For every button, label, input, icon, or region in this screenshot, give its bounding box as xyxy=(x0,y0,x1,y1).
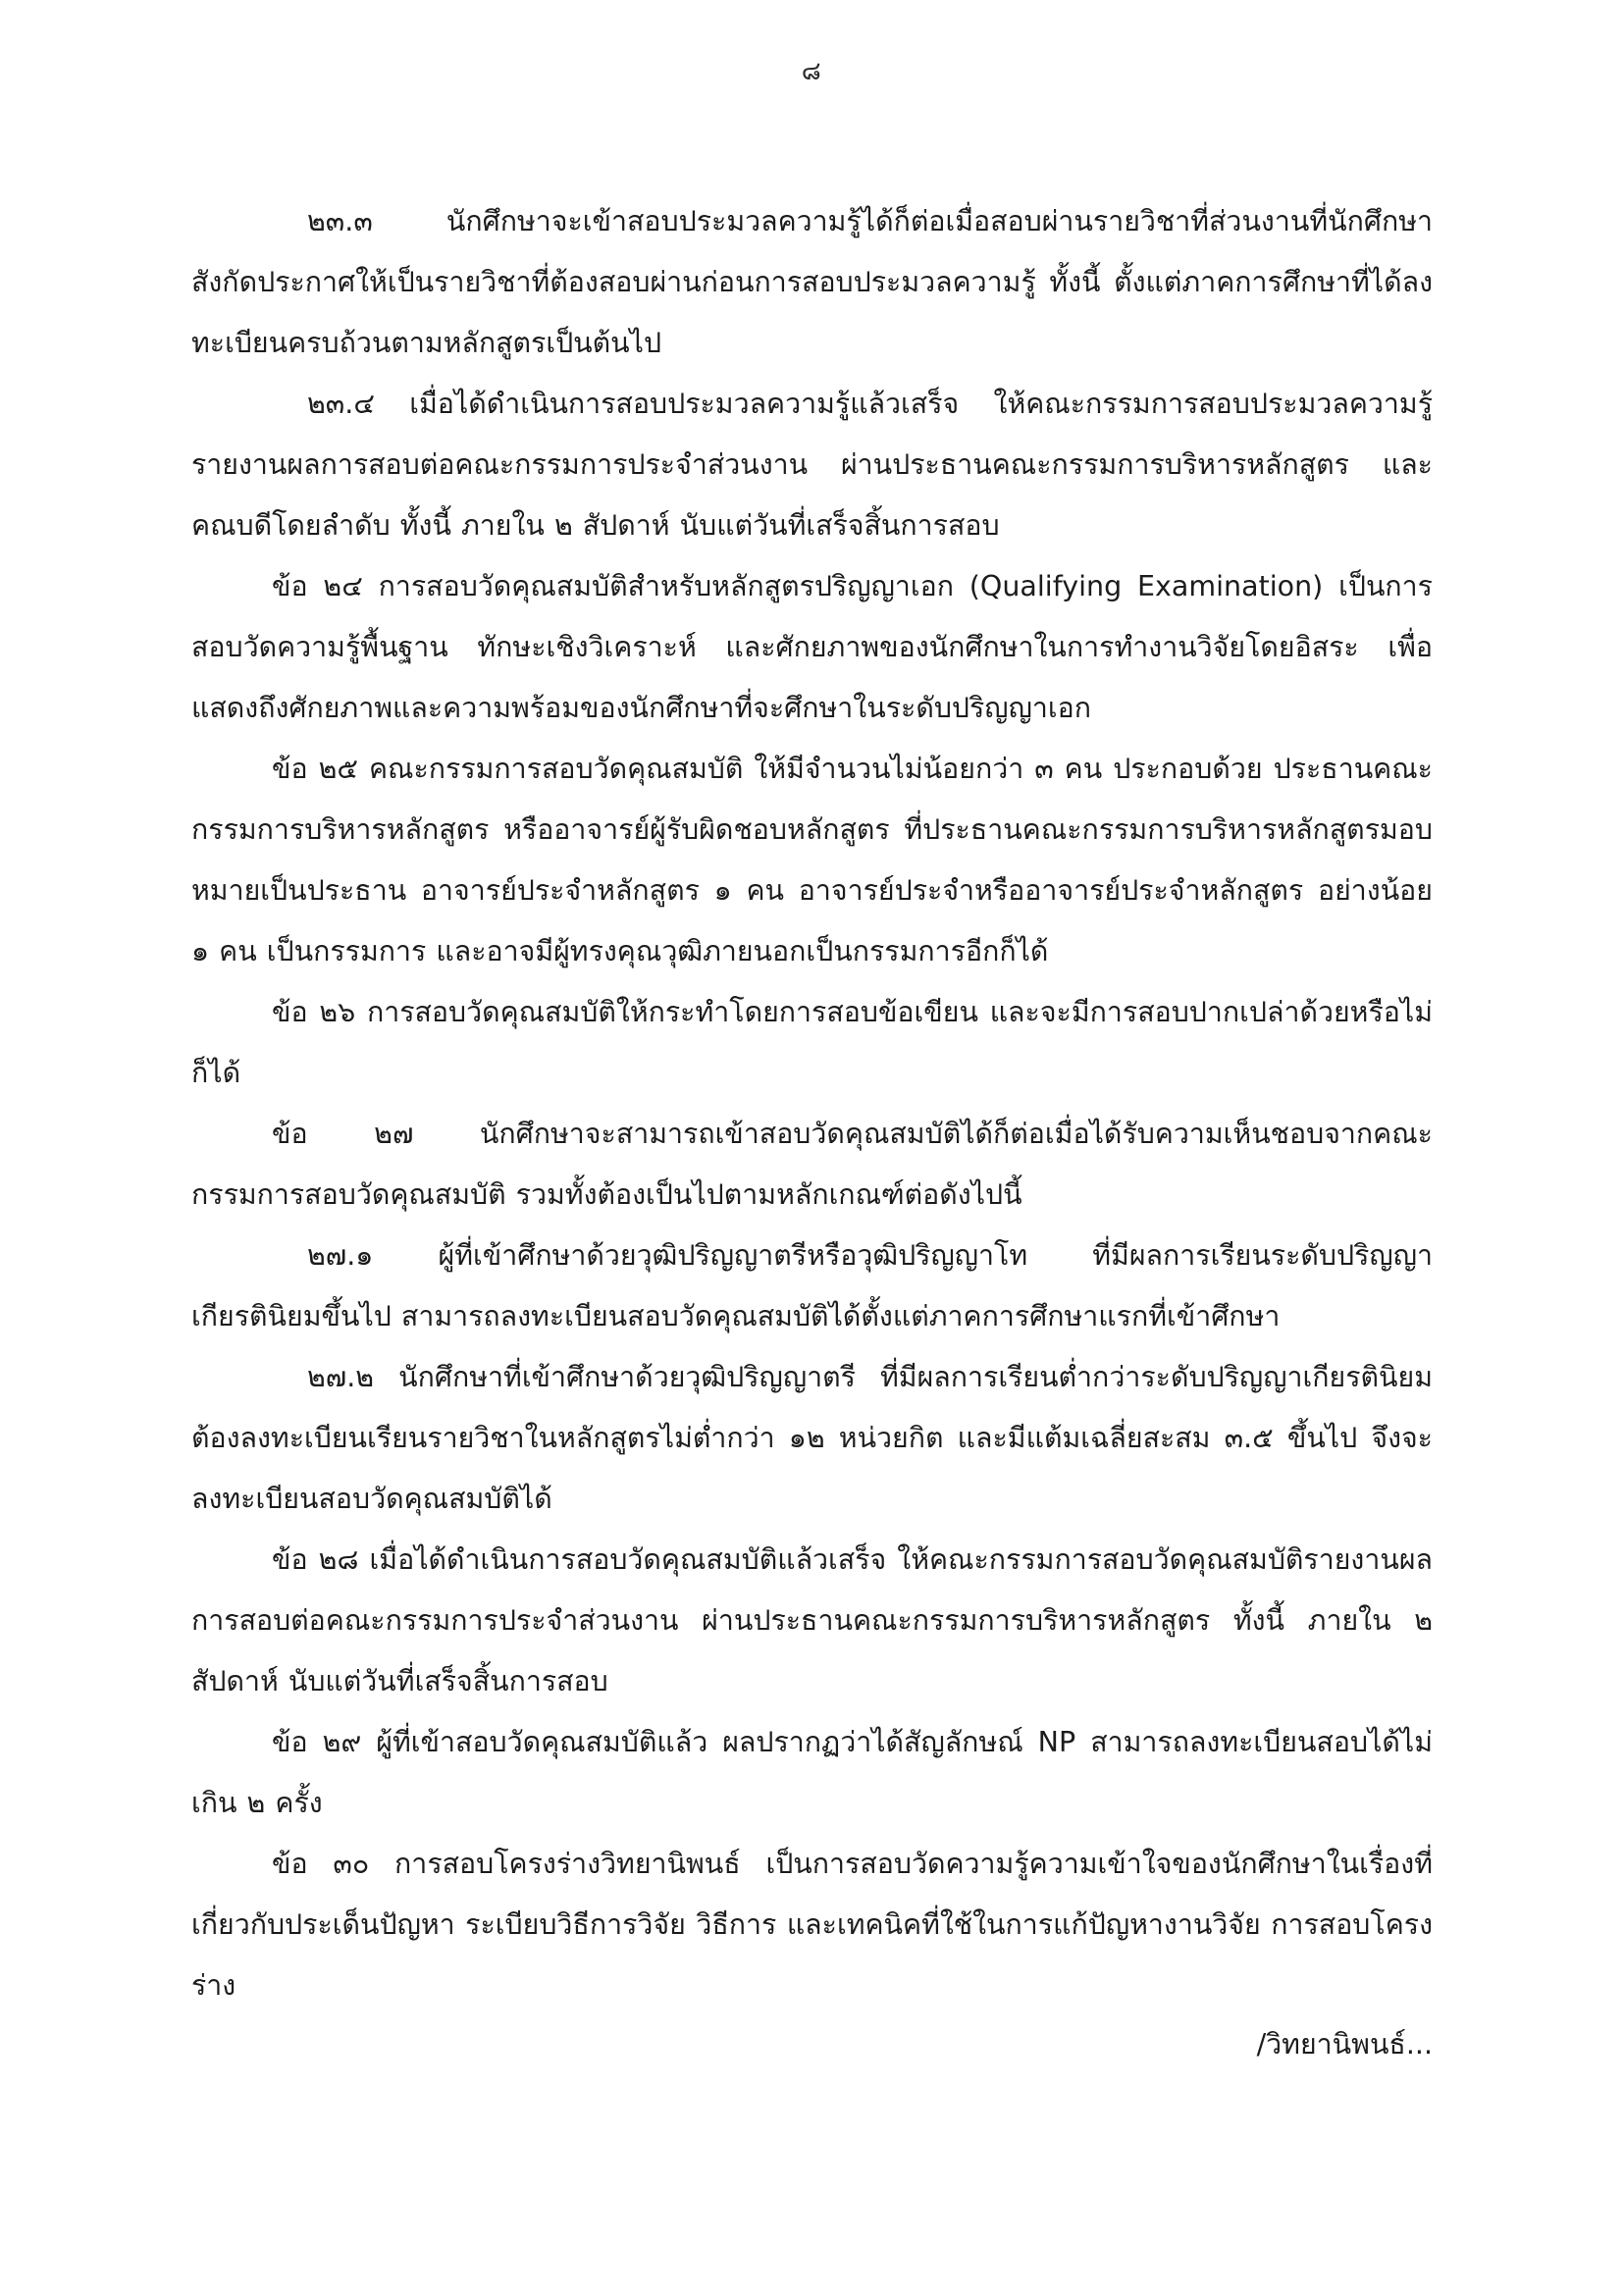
paragraph-clause-24: ข้อ ๒๔ การสอบวัดคุณสมบัติสำหรับหลักสูตรปริญญาเอก (Qualifying Examination) เป็นการสอบวัดความรู้พื้นฐาน ทักษะเชิงวิเคราะห์ และศักยภาพของนักศึกษาในการทำงานวิจัยโดยอิสระ เพื่อแสดงถึงศักยภาพและความพร้อมของนักศึกษาที่จะศึกษาในระดับปริญญาเอก xyxy=(191,570,1433,724)
footer-continuation-note: /วิทยานิพนธ์... xyxy=(1256,2028,1433,2061)
paragraph-clause-26: ข้อ ๒๖ การสอบวัดคุณสมบัติให้กระทำโดยการสอบข้อเขียน และจะมีการสอบปากเปล่าด้วยหรือไม่ก็ได้ xyxy=(191,996,1433,1089)
page-number: ๘ xyxy=(801,57,822,86)
paragraph-clause-30: ข้อ ๓๐ การสอบโครงร่างวิทยานิพนธ์ เป็นการสอบวัดความรู้ความเข้าใจของนักศึกษาในเรื่องที่เกี่ยวกับประเด็นปัญหา ระเบียบวิธีการวิจัย วิธีการ และเทคนิคที่ใช้ในการแก้ปัญหางานวิจัย การสอบโครงร่าง xyxy=(191,1848,1433,2002)
paragraph-clause-27-2: ๒๗.๒ นักศึกษาที่เข้าศึกษาด้วยวุฒิปริญญาตรี ที่มีผลการเรียนต่ำกว่าระดับปริญญาเกียรตินิยม ต้องลงทะเบียนเรียนรายวิชาในหลักสูตรไม่ต่ำกว่า ๑๒ หน่วยกิต และมีแต้มเฉลี่ยสะสม ๓.๕ ขึ้นไป จึงจะลงทะเบียนสอบวัดคุณสมบัติได้ xyxy=(191,1361,1433,1515)
paragraph-clause-23-3: ๒๓.๓ นักศึกษาจะเข้าสอบประมวลความรู้ได้ก็ต่อเมื่อสอบผ่านรายวิชาที่ส่วนงานที่นักศึกษาสังกัดประกาศให้เป็นรายวิชาที่ต้องสอบผ่านก่อนการสอบประมวลความรู้ ทั้งนี้ ตั้งแต่ภาคการศึกษาที่ได้ลงทะเบียนครบถ้วนตามหลักสูตรเป็นต้นไป xyxy=(191,205,1433,359)
paragraph-clause-23-4: ๒๓.๔ เมื่อได้ดำเนินการสอบประมวลความรู้แล้วเสร็จ ให้คณะกรรมการสอบประมวลความรู้รายงานผลการสอบต่อคณะกรรมการประจำส่วนงาน ผ่านประธานคณะกรรมการบริหารหลักสูตร และคณบดีโดยลำดับ ทั้งนี้ ภายใน ๒ สัปดาห์ นับแต่วันที่เสร็จสิ้นการสอบ xyxy=(191,388,1433,542)
paragraph-clause-29: ข้อ ๒๙ ผู้ที่เข้าสอบวัดคุณสมบัติแล้ว ผลปรากฏว่าได้สัญลักษณ์ NP สามารถลงทะเบียนสอบได้ไม่เกิน ๒ ครั้ง xyxy=(191,1726,1433,1819)
paragraph-clause-25: ข้อ ๒๕ คณะกรรมการสอบวัดคุณสมบัติ ให้มีจำนวนไม่น้อยกว่า ๓ คน ประกอบด้วย ประธานคณะกรรมการบริหารหลักสูตร หรืออาจารย์ผู้รับผิดชอบหลักสูตร ที่ประธานคณะกรรมการบริหารหลักสูตรมอบหมายเป็นประธาน อาจารย์ประจำหลักสูตร ๑ คน อาจารย์ประจำหรืออาจารย์ประจำหลักสูตร อย่างน้อย ๑ คน เป็นกรรมการ และอาจมีผู้ทรงคุณวุฒิภายนอกเป็นกรรมการอีกก็ได้ xyxy=(191,753,1433,967)
paragraph-clause-27-1: ๒๗.๑ ผู้ที่เข้าศึกษาด้วยวุฒิปริญญาตรีหรือวุฒิปริญญาโท ที่มีผลการเรียนระดับปริญญาเกียรตินิยมขึ้นไป สามารถลงทะเบียนสอบวัดคุณสมบัติได้ตั้งแต่ภาคการศึกษาแรกที่เข้าศึกษา xyxy=(191,1239,1433,1332)
document-body xyxy=(191,191,1433,2016)
paragraph-clause-27: ข้อ ๒๗ นักศึกษาจะสามารถเข้าสอบวัดคุณสมบัติได้ก็ต่อเมื่อได้รับความเห็นชอบจากคณะกรรมการสอบวัดคุณสมบัติ รวมทั้งต้องเป็นไปตามหลักเกณฑ์ต่อดังไปนี้ xyxy=(191,1118,1433,1211)
paragraph-clause-28: ข้อ ๒๘ เมื่อได้ดำเนินการสอบวัดคุณสมบัติแล้วเสร็จ ให้คณะกรรมการสอบวัดคุณสมบัติรายงานผลการสอบต่อคณะกรรมการประจำส่วนงาน ผ่านประธานคณะกรรมการบริหารหลักสูตร ทั้งนี้ ภายใน ๒ สัปดาห์ นับแต่วันที่เสร็จสิ้นการสอบ xyxy=(191,1543,1433,1697)
